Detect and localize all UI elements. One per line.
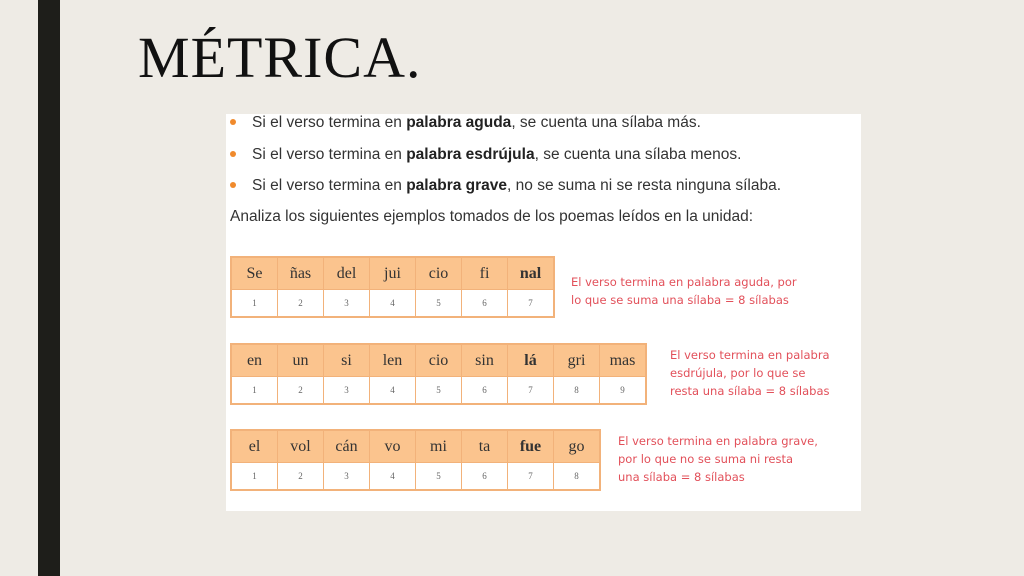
count-cell: 5 <box>416 290 462 318</box>
rule-text: Si el verso termina en <box>252 146 407 163</box>
syllable-cell: fi <box>462 257 508 290</box>
syllable-cell: el <box>231 430 278 463</box>
syllable-cell: jui <box>370 257 416 290</box>
left-accent-bar <box>38 0 60 576</box>
count-cell: 4 <box>370 377 416 405</box>
count-row <box>231 463 600 491</box>
syllable-cell: cio <box>416 344 462 377</box>
note-line: esdrújula, por lo que se <box>670 366 806 380</box>
slide-title: MÉTRICA. <box>138 25 422 90</box>
count-cell: 3 <box>324 290 370 318</box>
count-cell: 7 <box>508 377 554 405</box>
rule-item-aguda <box>230 114 701 138</box>
count-row <box>231 377 646 405</box>
bullet-dot-icon <box>230 151 236 157</box>
note-line: por lo que no se suma ni resta <box>618 452 794 466</box>
syllable-cell: ñas <box>278 257 324 290</box>
count-cell: 9 <box>600 377 647 405</box>
syllable-table-aguda <box>230 256 555 318</box>
rule-text: , se cuenta una sílaba más. <box>511 114 701 131</box>
syllable-cell: cio <box>416 257 462 290</box>
syllable-cell: vo <box>370 430 416 463</box>
note-line: El verso termina en palabra <box>670 348 830 362</box>
note-esdrujula <box>670 346 830 400</box>
rule-text: Si el verso termina en <box>252 177 407 194</box>
syllable-cell: gri <box>554 344 600 377</box>
count-cell: 3 <box>324 463 370 491</box>
bullet-dot-icon <box>230 182 236 188</box>
count-cell: 2 <box>278 463 324 491</box>
syllable-cell: go <box>554 430 601 463</box>
note-line: lo que se suma una sílaba = 8 sílabas <box>571 293 789 307</box>
syllable-cell: del <box>324 257 370 290</box>
note-grave <box>618 432 818 486</box>
note-line: El verso termina en palabra grave, <box>618 434 818 448</box>
syllable-row <box>231 430 600 463</box>
syllable-cell: sin <box>462 344 508 377</box>
syllable-cell: mi <box>416 430 462 463</box>
count-cell: 1 <box>231 290 278 318</box>
bullet-dot-icon <box>230 119 236 125</box>
note-line: El verso termina en palabra aguda, por <box>571 275 797 289</box>
count-cell: 1 <box>231 463 278 491</box>
count-cell: 6 <box>462 463 508 491</box>
rule-item-esdrujula <box>230 146 741 170</box>
syllable-cell: vol <box>278 430 324 463</box>
syllable-row <box>231 344 646 377</box>
rule-text: , se cuenta una sílaba menos. <box>534 146 742 163</box>
syllable-cell: Se <box>231 257 278 290</box>
intro-text: Analiza los siguientes ejemplos tomados de los poemas leídos en la unidad: <box>230 208 754 225</box>
note-line: resta una sílaba = 8 sílabas <box>670 384 830 398</box>
count-cell: 3 <box>324 377 370 405</box>
syllable-table-grave <box>230 429 601 491</box>
count-cell: 6 <box>462 290 508 318</box>
syllable-row <box>231 257 554 290</box>
syllable-cell: un <box>278 344 324 377</box>
count-cell: 2 <box>278 377 324 405</box>
rule-keyword: palabra grave <box>406 177 508 194</box>
note-aguda <box>571 273 797 309</box>
syllable-cell: nal <box>508 257 555 290</box>
count-cell: 6 <box>462 377 508 405</box>
syllable-cell: mas <box>600 344 647 377</box>
content-image-panel <box>226 114 861 511</box>
syllable-table-esdrujula <box>230 343 647 405</box>
rule-keyword: palabra esdrújula <box>406 146 535 163</box>
syllable-cell: len <box>370 344 416 377</box>
rule-keyword: palabra aguda <box>406 114 512 131</box>
count-cell: 7 <box>508 290 555 318</box>
count-cell: 5 <box>416 463 462 491</box>
syllable-cell: si <box>324 344 370 377</box>
count-cell: 5 <box>416 377 462 405</box>
count-cell: 4 <box>370 290 416 318</box>
rule-text: Si el verso termina en <box>252 114 407 131</box>
syllable-cell: fue <box>508 430 554 463</box>
count-cell: 7 <box>508 463 554 491</box>
note-line: una sílaba = 8 sílabas <box>618 470 745 484</box>
count-cell: 8 <box>554 463 601 491</box>
rule-text: , no se suma ni se resta ninguna sílaba. <box>507 177 782 194</box>
count-cell: 2 <box>278 290 324 318</box>
count-cell: 1 <box>231 377 278 405</box>
count-cell: 4 <box>370 463 416 491</box>
syllable-cell: en <box>231 344 278 377</box>
syllable-cell: ta <box>462 430 508 463</box>
count-row <box>231 290 554 318</box>
rule-item-grave <box>230 177 781 201</box>
count-cell: 8 <box>554 377 600 405</box>
syllable-cell: cán <box>324 430 370 463</box>
syllable-cell: lá <box>508 344 554 377</box>
